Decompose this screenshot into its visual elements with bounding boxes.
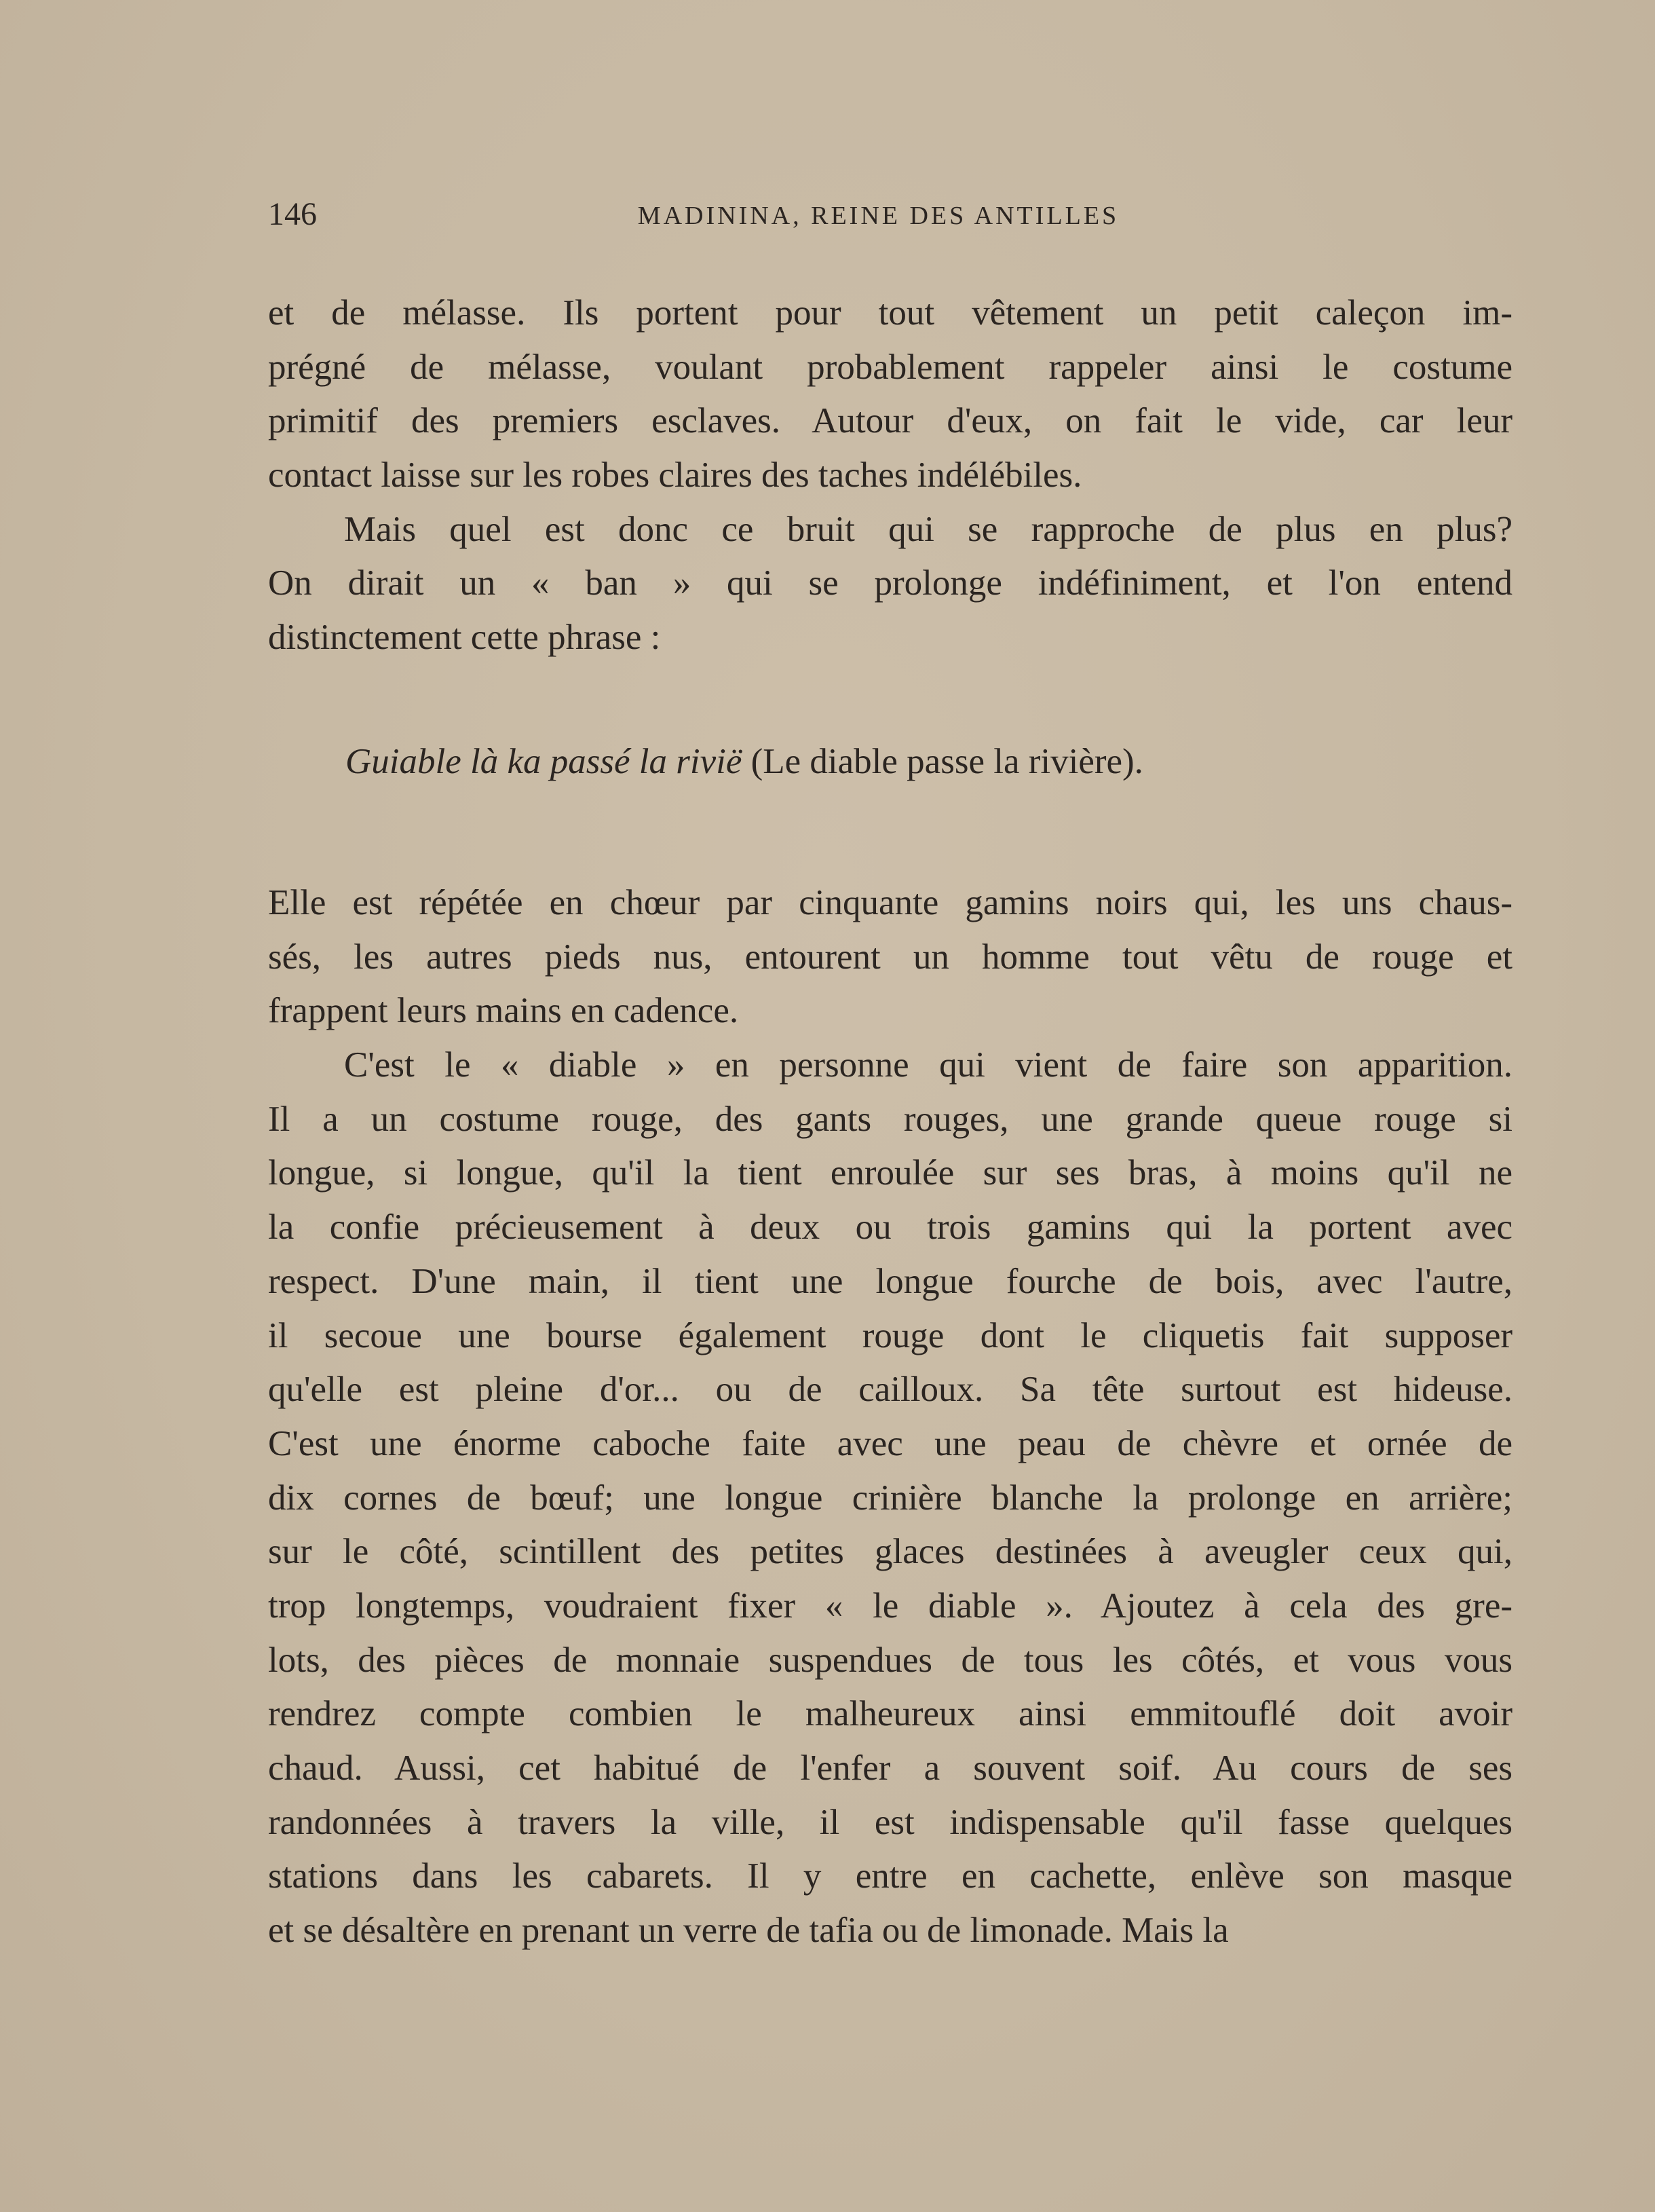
text-line: C'est le « diable » en personne qui vient de faire son apparition.: [344, 1045, 1513, 1085]
text-line: Mais quel est donc ce bruit qui se rapproche de plus en plus?: [344, 509, 1513, 549]
quote-translation: (Le diable passe la rivière).: [750, 742, 1143, 781]
text-line: contact laisse sur les robes claires des taches indélébiles.: [268, 455, 1082, 495]
text-line: primitif des premiers esclaves. Autour d'eux, on fait le vide, car leur: [268, 401, 1513, 441]
text-block-bottom: [268, 876, 1513, 1958]
quote-creole: Guiable là ka passé la rivië: [345, 742, 742, 781]
text-line: et se désaltère en prenant un verre de tafia ou de limonade. Mais la: [268, 1911, 1229, 1951]
running-title: MADININA, REINE DES ANTILLES: [637, 202, 1120, 230]
text-line: il secoue une bourse également rouge dont le cliquetis fait supposer: [268, 1315, 1513, 1355]
text-line: sur le côté, scintillent des petites glaces destinées à aveugler ceux qui,: [268, 1532, 1513, 1572]
text-line: Elle est répétée en chœur par cinquante gamins noirs qui, les uns chaus-: [268, 883, 1513, 922]
text-line: sés, les autres pieds nus, entourent un homme tout vêtu de rouge et: [268, 937, 1513, 977]
text-line: prégné de mélasse, voulant probablement rappeler ainsi le costume: [268, 347, 1513, 387]
text-line: C'est une énorme caboche faite avec une peau de chèvre et ornée de: [268, 1423, 1513, 1463]
text-line: chaud. Aussi, cet habitué de l'enfer a souvent soif. Au cours de ses: [268, 1748, 1513, 1788]
text-line: respect. D'une main, il tient une longue fourche de bois, avec l'autre,: [268, 1261, 1513, 1301]
text-line: distinctement cette phrase :: [268, 618, 661, 658]
page-number: 146: [268, 196, 317, 232]
text-line: On dirait un « ban » qui se prolonge indéfiniment, et l'on entend: [268, 563, 1513, 603]
text-line: longue, si longue, qu'il la tient enroulée sur ses bras, à moins qu'il ne: [268, 1153, 1513, 1193]
text-line: trop longtemps, voudraient fixer « le diable ». Ajoutez à cela des gre-: [268, 1586, 1513, 1626]
quoted-phrase: [345, 735, 1143, 789]
text-line: frappent leurs mains en cadence.: [268, 991, 739, 1031]
text-line: et de mélasse. Ils portent pour tout vêtement un petit caleçon im-: [268, 293, 1513, 333]
text-line: randonnées à travers la ville, il est indispensable qu'il fasse quelques: [268, 1802, 1513, 1842]
text-line: stations dans les cabarets. Il y entre en cachette, enlève son masque: [268, 1856, 1513, 1896]
text-line: rendrez compte combien le malheureux ainsi emmitouflé doit avoir: [268, 1694, 1513, 1734]
text-line: lots, des pièces de monnaie suspendues de tous les côtés, et vous vous: [268, 1640, 1513, 1680]
text-line: qu'elle est pleine d'or... ou de cailloux. Sa tête surtout est hideuse.: [268, 1370, 1513, 1410]
text-line: la confie précieusement à deux ou trois gamins qui la portent avec: [268, 1207, 1513, 1248]
text-line: dix cornes de bœuf; une longue crinière blanche la prolonge en arrière;: [268, 1478, 1513, 1518]
text-block-top: [268, 286, 1513, 665]
text-line: Il a un costume rouge, des gants rouges, une grande queue rouge si: [268, 1099, 1513, 1139]
